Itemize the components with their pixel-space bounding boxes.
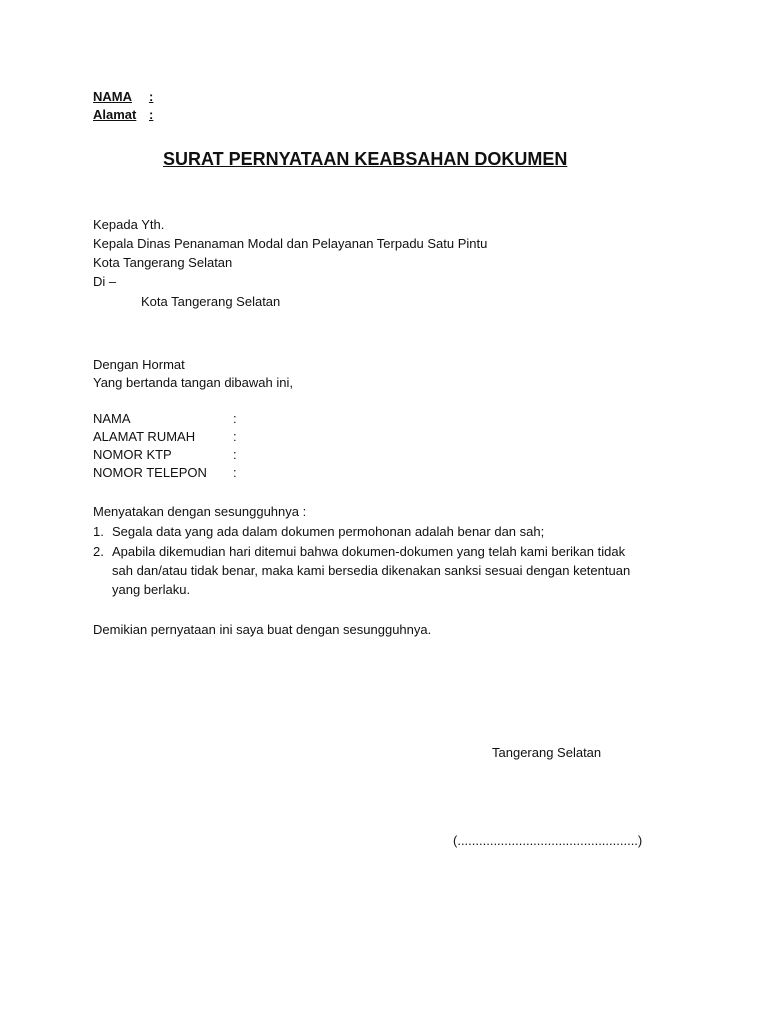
statement-item-2-line-2: sah dan/atau tidak benar, maka kami bersedia dikenakan sanksi sesuai dengan ketentuan bbox=[112, 563, 631, 578]
closing-text: Demikian pernyataan ini saya buat dengan sesungguhnya. bbox=[93, 622, 432, 637]
field-nomor-telepon bbox=[93, 464, 237, 482]
greeting-line-2: Yang bertanda tangan dibawah ini, bbox=[93, 375, 293, 390]
field-nama-label: NAMA bbox=[93, 411, 131, 426]
statement-item-2-number: 2. bbox=[93, 544, 104, 559]
header-nama-colon: : bbox=[149, 89, 154, 104]
greeting-line-1: Dengan Hormat bbox=[93, 357, 185, 372]
signature-place: Tangerang Selatan bbox=[492, 745, 602, 760]
field-alamat-rumah-label: ALAMAT RUMAH bbox=[93, 429, 196, 444]
header-alamat-colon: : bbox=[149, 107, 154, 122]
field-nama-colon: : bbox=[233, 411, 237, 426]
statement-item-2-line-3: yang berlaku. bbox=[112, 582, 191, 597]
statement-intro: Menyatakan dengan sesungguhnya : bbox=[93, 504, 307, 519]
signature-line: (..................................................) bbox=[453, 833, 643, 848]
field-nomor-telepon-colon: : bbox=[233, 465, 237, 480]
statement-item-2-line-1: Apabila dikemudian hari ditemui bahwa dokumen-dokumen yang telah kami berikan tidak bbox=[112, 544, 626, 559]
field-alamat-rumah-colon: : bbox=[233, 429, 237, 444]
field-nama bbox=[93, 410, 237, 428]
field-nomor-ktp-colon: : bbox=[233, 447, 237, 462]
header-alamat bbox=[93, 106, 153, 124]
recipient-line-2: Kepala Dinas Penanaman Modal dan Pelayanan Terpadu Satu Pintu bbox=[93, 236, 488, 251]
field-nomor-telepon-label: NOMOR TELEPON bbox=[93, 465, 207, 480]
recipient-line-3: Kota Tangerang Selatan bbox=[93, 255, 233, 270]
header-alamat-label: Alamat bbox=[93, 107, 137, 122]
recipient-line-5: Kota Tangerang Selatan bbox=[141, 294, 281, 309]
recipient-line-4: Di – bbox=[93, 274, 117, 289]
header-nama-label: NAMA bbox=[93, 89, 132, 104]
field-alamat-rumah bbox=[93, 428, 237, 446]
header-nama bbox=[93, 88, 153, 106]
statement-item-1-line-1: Segala data yang ada dalam dokumen permohonan adalah benar dan sah; bbox=[112, 524, 545, 539]
statement-item-1-number: 1. bbox=[93, 524, 104, 539]
recipient-line-1: Kepada Yth. bbox=[93, 217, 165, 232]
field-nomor-ktp bbox=[93, 446, 237, 464]
page-title: SURAT PERNYATAAN KEABSAHAN DOKUMEN bbox=[163, 149, 568, 169]
field-nomor-ktp-label: NOMOR KTP bbox=[93, 447, 172, 462]
